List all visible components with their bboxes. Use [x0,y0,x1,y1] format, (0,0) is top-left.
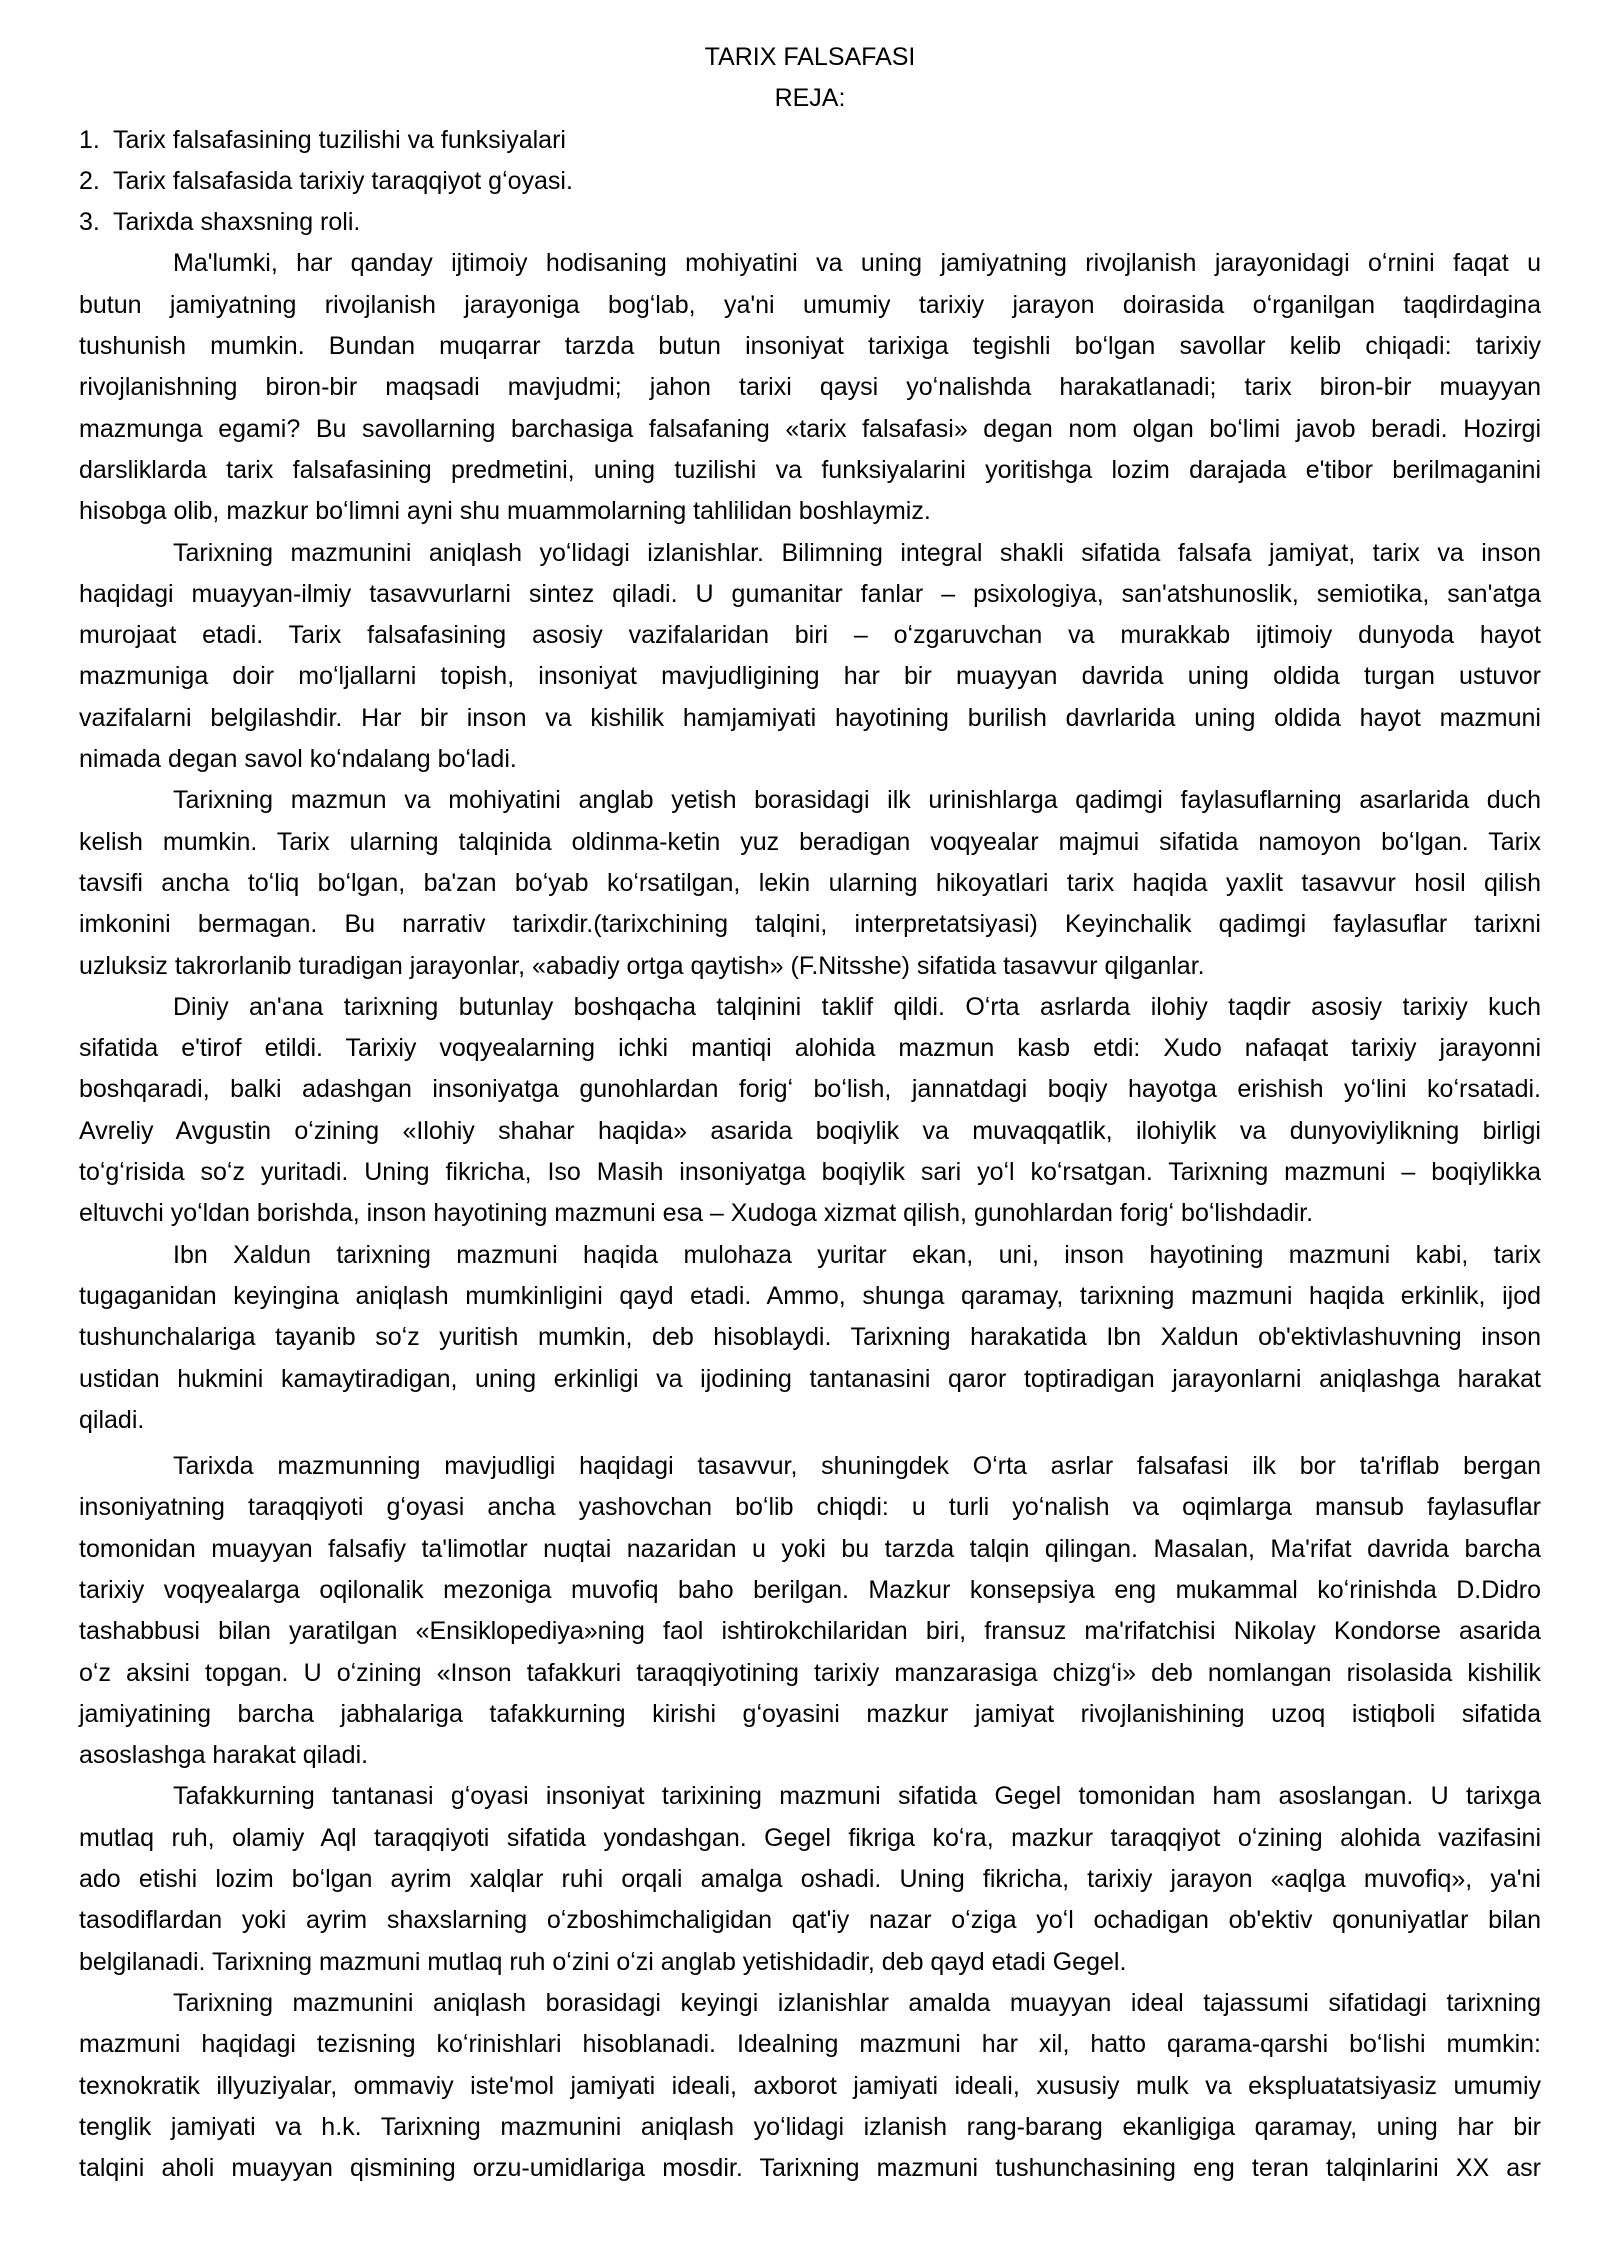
paragraph [79,243,1541,532]
plan-item-text: Tarix falsafasida tarixiy taraqqiyot gʻoyasi. [113,166,573,195]
paragraph-line: ustidan hukmini kamaytiradigan, uning erkinligi va ijodining tantanasini qaror toptiradigan jarayonlarni aniqlashga harakat [79,1364,1541,1393]
paragraph-line: tomonidan muayyan falsafiy ta'limotlar nuqtai nazaridan u yoki bu tarzda talqin qilingan. Masalan, Ma'rifat davrida barcha [79,1534,1541,1563]
paragraph-line: sifatida e'tirof etildi. Tarixiy voqyealarning ichki mantiqi alohida mazmun kasb etdi: Xudo nafaqat tarixiy jarayonni [79,1034,1541,1063]
paragraph-line: Tarixda mazmunning mavjudligi haqidagi tasavvur, shuningdek Oʻrta asrlar falsafasi ilk bor ta'riflab bergan [173,1452,1541,1481]
plan-item-number: 1. [79,125,100,154]
paragraph [79,533,1541,781]
paragraph-line: tavsifi ancha toʻliq boʻlgan, ba'zan boʻyab koʻrsatilgan, lekin ularning hikoyatlari tarix haqida yaxlit tasavvur hosil qilish [79,868,1541,897]
plan-item [79,120,1541,161]
paragraph-line: ado etishi lozim boʻlgan ayrim xalqlar ruhi orqali amalga oshadi. Uning fikricha, tarixiy jarayon «aqlga muvofiq», ya'ni [79,1865,1541,1894]
paragraph-line: hisobga olib, mazkur boʻlimni ayni shu muammolarning tahlilidan boshlaymiz. [79,497,931,526]
paragraph-line: asoslashga harakat qiladi. [79,1741,369,1770]
paragraph-line: talqini aholi muayyan qismining orzu-umidlariga mosdir. Tarixning mazmuni tushunchasining eng teran talqinlarini XX asr [79,2154,1541,2183]
paragraphs [79,243,1541,2189]
paragraph-line: uzluksiz takrorlanib turadigan jarayonlar, «abadiy ortga qaytish» (F.Nitsshe) sifatida tasavvur qilganlar. [79,951,1205,980]
paragraph [79,1983,1541,2189]
paragraph-line: tenglik jamiyati va h.k. Tarixning mazmunini aniqlash yoʻlidagi izlanish rang-barang ekanligiga qaramay, uning har bir [79,2112,1541,2141]
paragraph-line: haqidagi muayyan-ilmiy tasavvurlarni sintez qiladi. U gumanitar fanlar – psixologiya, san'atshunoslik, semiotika, san'atga [79,579,1541,608]
paragraph-line: Tarixning mazmunini aniqlash yoʻlidagi izlanishlar. Bilimning integral shakli sifatida falsafa jamiyat, tarix va inson [173,538,1541,567]
plan-item-text: Tarixda shaxsning roli. [113,208,361,237]
document-body [79,37,1541,2189]
paragraph [79,1446,1541,1776]
paragraph-line: tarixiy voqyealarga oqilonalik mezoniga muvofiq baho berilgan. Mazkur konsepsiya eng mukammal koʻrinishda D.Didro [79,1575,1541,1604]
paragraph [79,987,1541,1235]
paragraph-line: insoniyatning taraqqiyoti gʻoyasi ancha yashovchan boʻlib chiqdi: u turli yoʻnalish va oqimlarga mansub faylasuflar [79,1493,1541,1522]
paragraph [79,1776,1541,1982]
paragraph-line: tushunchalariga tayanib soʻz yuritish mumkin, deb hisoblaydi. Tarixning harakatida Ibn Xaldun ob'ektivlashuvning inson [79,1323,1541,1352]
paragraph-line: boshqaradi, balki adashgan insoniyatga gunohlardan forigʻ boʻlish, jannatdagi boqiy hayotga erishish yoʻlini koʻrsatadi. [79,1075,1541,1104]
paragraph-line: darsliklarda tarix falsafasining predmetini, uning tuzilishi va funksiyalarini yoritishga lozim darajada e'tibor berilmaganini [79,455,1541,484]
paragraph-line: nimada degan savol koʻndalang boʻladi. [79,745,517,774]
paragraph-line: Ma'lumki, har qanday ijtimoiy hodisaning mohiyatini va uning jamiyatning rivojlanish jarayonidagi oʻrnini faqat u [173,249,1541,278]
paragraph [79,1235,1541,1441]
paragraph-line: butun jamiyatning rivojlanish jarayoniga bogʻlab, ya'ni umumiy tarixiy jarayon doirasida oʻrganilgan taqdirdagina [79,290,1541,319]
plan-item [79,161,1541,202]
plan-item-number: 2. [79,166,100,195]
paragraph-line: murojaat etadi. Tarix falsafasining asosiy vazifalaridan biri – oʻzgaruvchan va murakkab ijtimoiy dunyoda hayot [79,621,1541,650]
paragraph-line: rivojlanishning biron-bir maqsadi mavjudmi; jahon tarixi qaysi yoʻnalishda harakatlanadi; tarix biron-bir muayyan [79,373,1541,402]
paragraph-line: vazifalarni belgilashdir. Har bir inson va kishilik hamjamiyati hayotining burilish davrlarida uning oldida hayot mazmuni [79,703,1541,732]
document-title: TARIX FALSAFASI [704,43,916,71]
plan-heading: REJA: [774,84,846,113]
paragraph-line: Avreliy Avgustin oʻzining «Ilohiy shahar haqida» asarida boqiylik va muvaqqatlik, ilohiylik va dunyoviylikning birligi [79,1116,1541,1145]
plan-item [79,202,1541,243]
plan-list [79,120,1541,244]
paragraph-line: Ibn Xaldun tarixning mazmuni haqida mulohaza yuritar ekan, uni, inson hayotining mazmuni kabi, tarix [173,1240,1541,1269]
paragraph-line: tashabbusi bilan yaratilgan «Ensiklopediya»ning faol ishtirokchilaridan biri, fransuz ma'rifatchisi Nikolay Kondorse asarida [79,1617,1541,1646]
paragraph-line: texnokratik illyuziyalar, ommaviy iste'mol jamiyati ideali, axborot jamiyati ideali, xususiy mulk va ekspluatatsiyasiz umumiy [79,2071,1541,2100]
paragraph-line: Tarixning mazmunini aniqlash borasidagi keyingi izlanishlar amalda muayyan ideal tajassumi sifatidagi tarixning [173,1988,1541,2017]
paragraph-line: jamiyatining barcha jabhalariga tafakkurning kirishi gʻoyasini mazkur jamiyat rivojlanishining uzoq istiqboli sifatida [79,1699,1541,1728]
paragraph-line: tushunish mumkin. Bundan muqarrar tarzda butun insoniyat tarixiga tegishli boʻlgan savollar kelib chiqadi: tarixiy [79,332,1541,361]
plan-item-text: Tarix falsafasining tuzilishi va funksiyalari [113,125,566,154]
paragraph-line: mutlaq ruh, olamiy Aql taraqqiyoti sifatida yondashgan. Gegel fikriga koʻra, mazkur taraqqiyot oʻzining alohida vazifasini [79,1823,1541,1852]
paragraph-line: tasodiflardan yoki ayrim shaxslarning oʻzboshimchaligidan qat'iy nazar oʻziga yoʻl ochadigan ob'ektiv qonuniyatlar bilan [79,1906,1541,1935]
paragraph-line: mazmuni haqidagi tezisning koʻrinishlari hisoblanadi. Idealning mazmuni har xil, hatto qarama-qarshi boʻlishi mumkin: [79,2030,1541,2059]
paragraph-line: belgilanadi. Tarixning mazmuni mutlaq ruh oʻzini oʻzi anglab yetishidadir, deb qayd etadi Gegel. [79,1947,1127,1976]
paragraph-line: kelish mumkin. Tarix ularning talqinida oldinma-ketin yuz beradigan voqyealar majmui sifatida namoyon boʻlgan. Tarix [79,827,1541,856]
paragraph-line: Diniy an'ana tarixning butunlay boshqacha talqinini taklif qildi. Oʻrta asrlarda ilohiy taqdir asosiy tarixiy kuch [173,992,1541,1021]
paragraph-line: mazmunga egami? Bu savollarning barchasiga falsafaning «tarix falsafasi» degan nom olgan boʻlimi javob beradi. Hozirgi [79,414,1541,443]
paragraph-line: toʻgʻrisida soʻz yuritadi. Uning fikricha, Iso Masih insoniyatga boqiylik sari yoʻl koʻrsatgan. Tarixning mazmuni – boqiylikka [79,1158,1541,1187]
plan-item-number: 3. [79,208,100,237]
paragraph-line: mazmuniga doir moʻljallarni topish, insoniyat mavjudligining har bir muayyan davrida uning oldida turgan ustuvor [79,662,1541,691]
paragraph-line: Tafakkurning tantanasi gʻoyasi insoniyat tarixining mazmuni sifatida Gegel tomonidan ham asoslangan. U tarixga [173,1782,1541,1811]
paragraph [79,780,1541,986]
paragraph-line: oʻz aksini topgan. U oʻzining «Inson tafakkuri taraqqiyotining tarixiy manzarasiga chizgʻi» deb nomlangan risolasida kishilik [79,1658,1541,1687]
paragraph-line: qiladi. [79,1405,145,1434]
paragraph-line: imkonini bermagan. Bu narrativ tarixdir.(tarixchining talqini, interpretatsiyasi) Keyinchalik qadimgi faylasuflar tarixni [79,910,1541,939]
paragraph-line: Tarixning mazmun va mohiyatini anglab yetish borasidagi ilk urinishlarga qadimgi faylasuflarning asarlarida duch [173,786,1541,815]
paragraph-line: eltuvchi yoʻldan borishda, inson hayotining mazmuni esa – Xudoga xizmat qilish, gunohlardan forigʻ boʻlishdadir. [79,1199,1314,1228]
paragraph-line: tugaganidan keyingina aniqlash mumkinligini qayd etadi. Ammo, shunga qaramay, tarixning mazmuni haqida erkinlik, ijod [79,1281,1541,1310]
